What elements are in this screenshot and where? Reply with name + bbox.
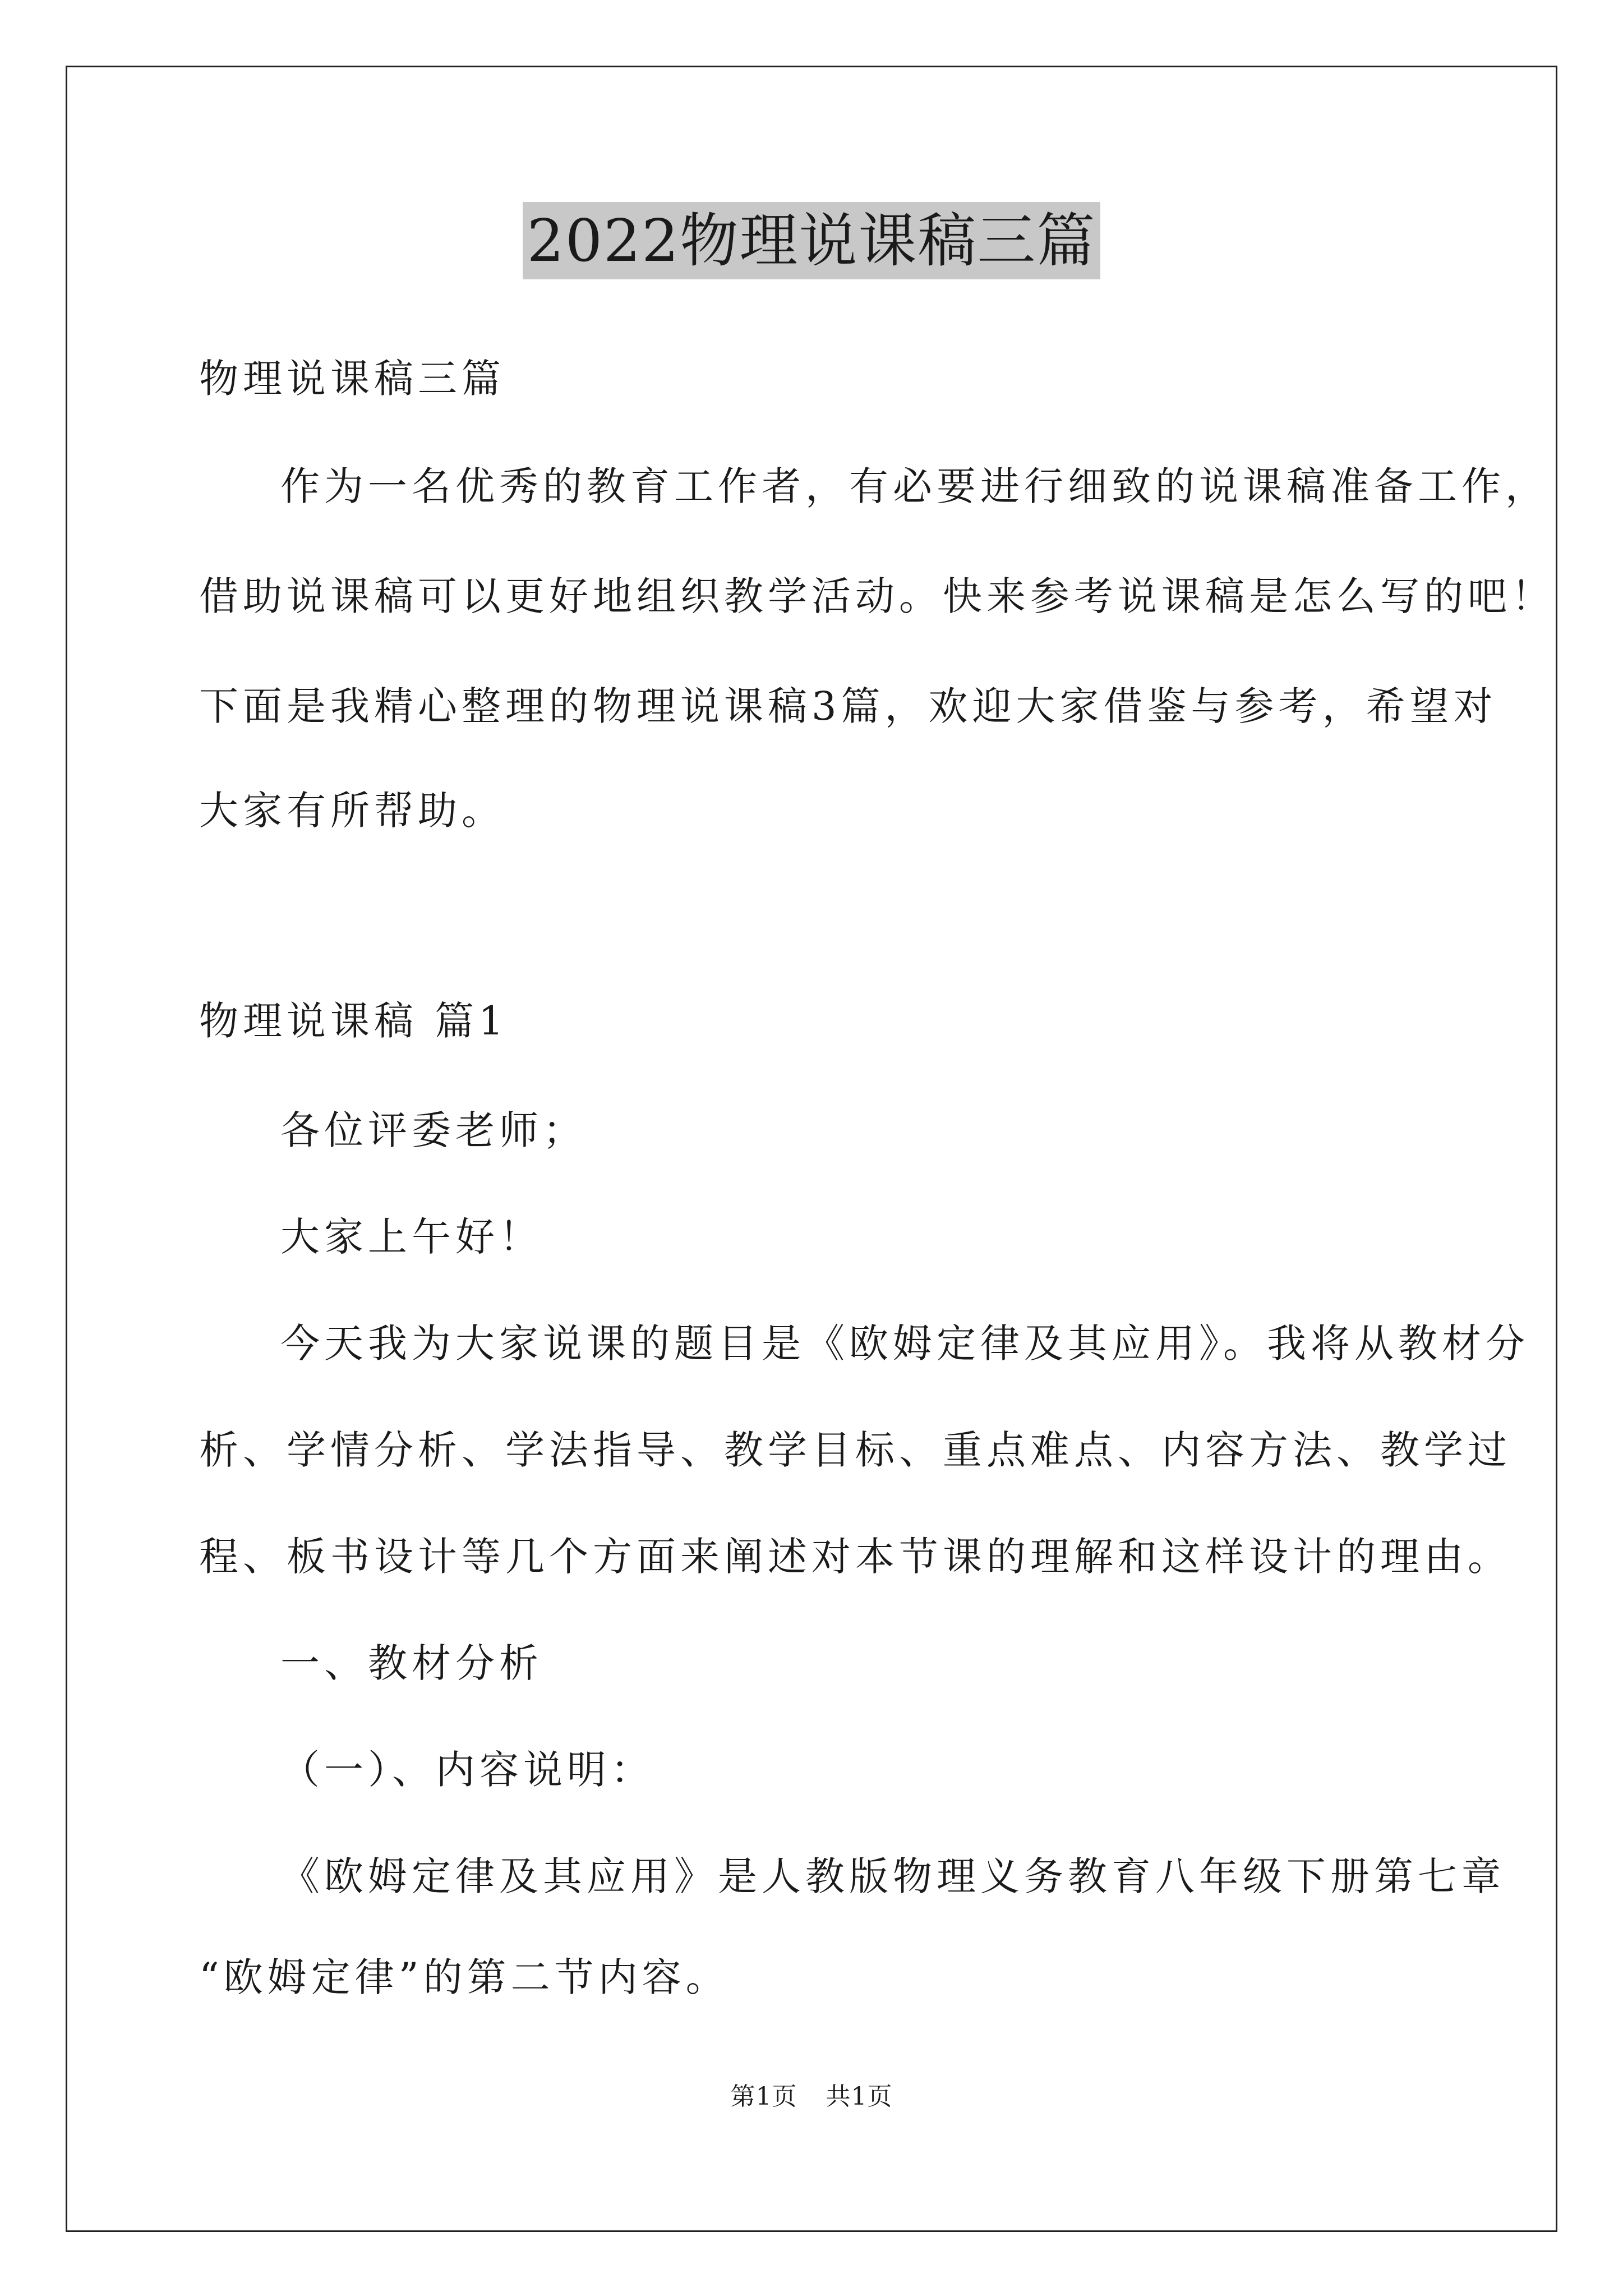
- greeting-line: 大家上午好！: [280, 1214, 543, 1260]
- heading-level-1: 一、教材分析: [280, 1640, 543, 1686]
- paragraph-line: 今天我为大家说课的题目是《欧姆定律及其应用》。我将从教材分: [280, 1320, 1529, 1366]
- page-number-current: 第1页: [730, 2082, 797, 2111]
- subtitle: 物理说课稿三篇: [199, 356, 505, 402]
- intro-line: 大家有所帮助。: [199, 788, 505, 834]
- greeting-line: 各位评委老师；: [280, 1107, 587, 1153]
- page-footer: [0, 2080, 1623, 2114]
- paragraph-line: 程、板书设计等几个方面来阐述对本节课的理解和这样设计的理由。: [199, 1534, 1511, 1580]
- intro-line: 作为一名优秀的教育工作者，有必要进行细致的说课稿准备工作，: [280, 463, 1549, 509]
- intro-line: 下面是我精心整理的物理说课稿3篇，欢迎大家借鉴与参考，希望对: [199, 683, 1497, 729]
- paragraph-line: 析、学情分析、学法指导、教学目标、重点难点、内容方法、教学过: [199, 1427, 1511, 1473]
- document-title: 2022物理说课稿三篇: [523, 202, 1101, 279]
- heading-level-2: （一）、内容说明：: [280, 1747, 654, 1793]
- paragraph-line: “欧姆定律”的第二节内容。: [199, 1954, 730, 2000]
- intro-line: 借助说课稿可以更好地组织教学活动。快来参考说课稿是怎么写的吧！: [199, 573, 1555, 619]
- title-container: [0, 202, 1623, 279]
- section-heading: 物理说课稿 篇1: [199, 998, 508, 1044]
- page-number-total: 共1页: [826, 2082, 893, 2111]
- paragraph-line: 《欧姆定律及其应用》是人教版物理义务教育八年级下册第七章: [280, 1853, 1505, 1899]
